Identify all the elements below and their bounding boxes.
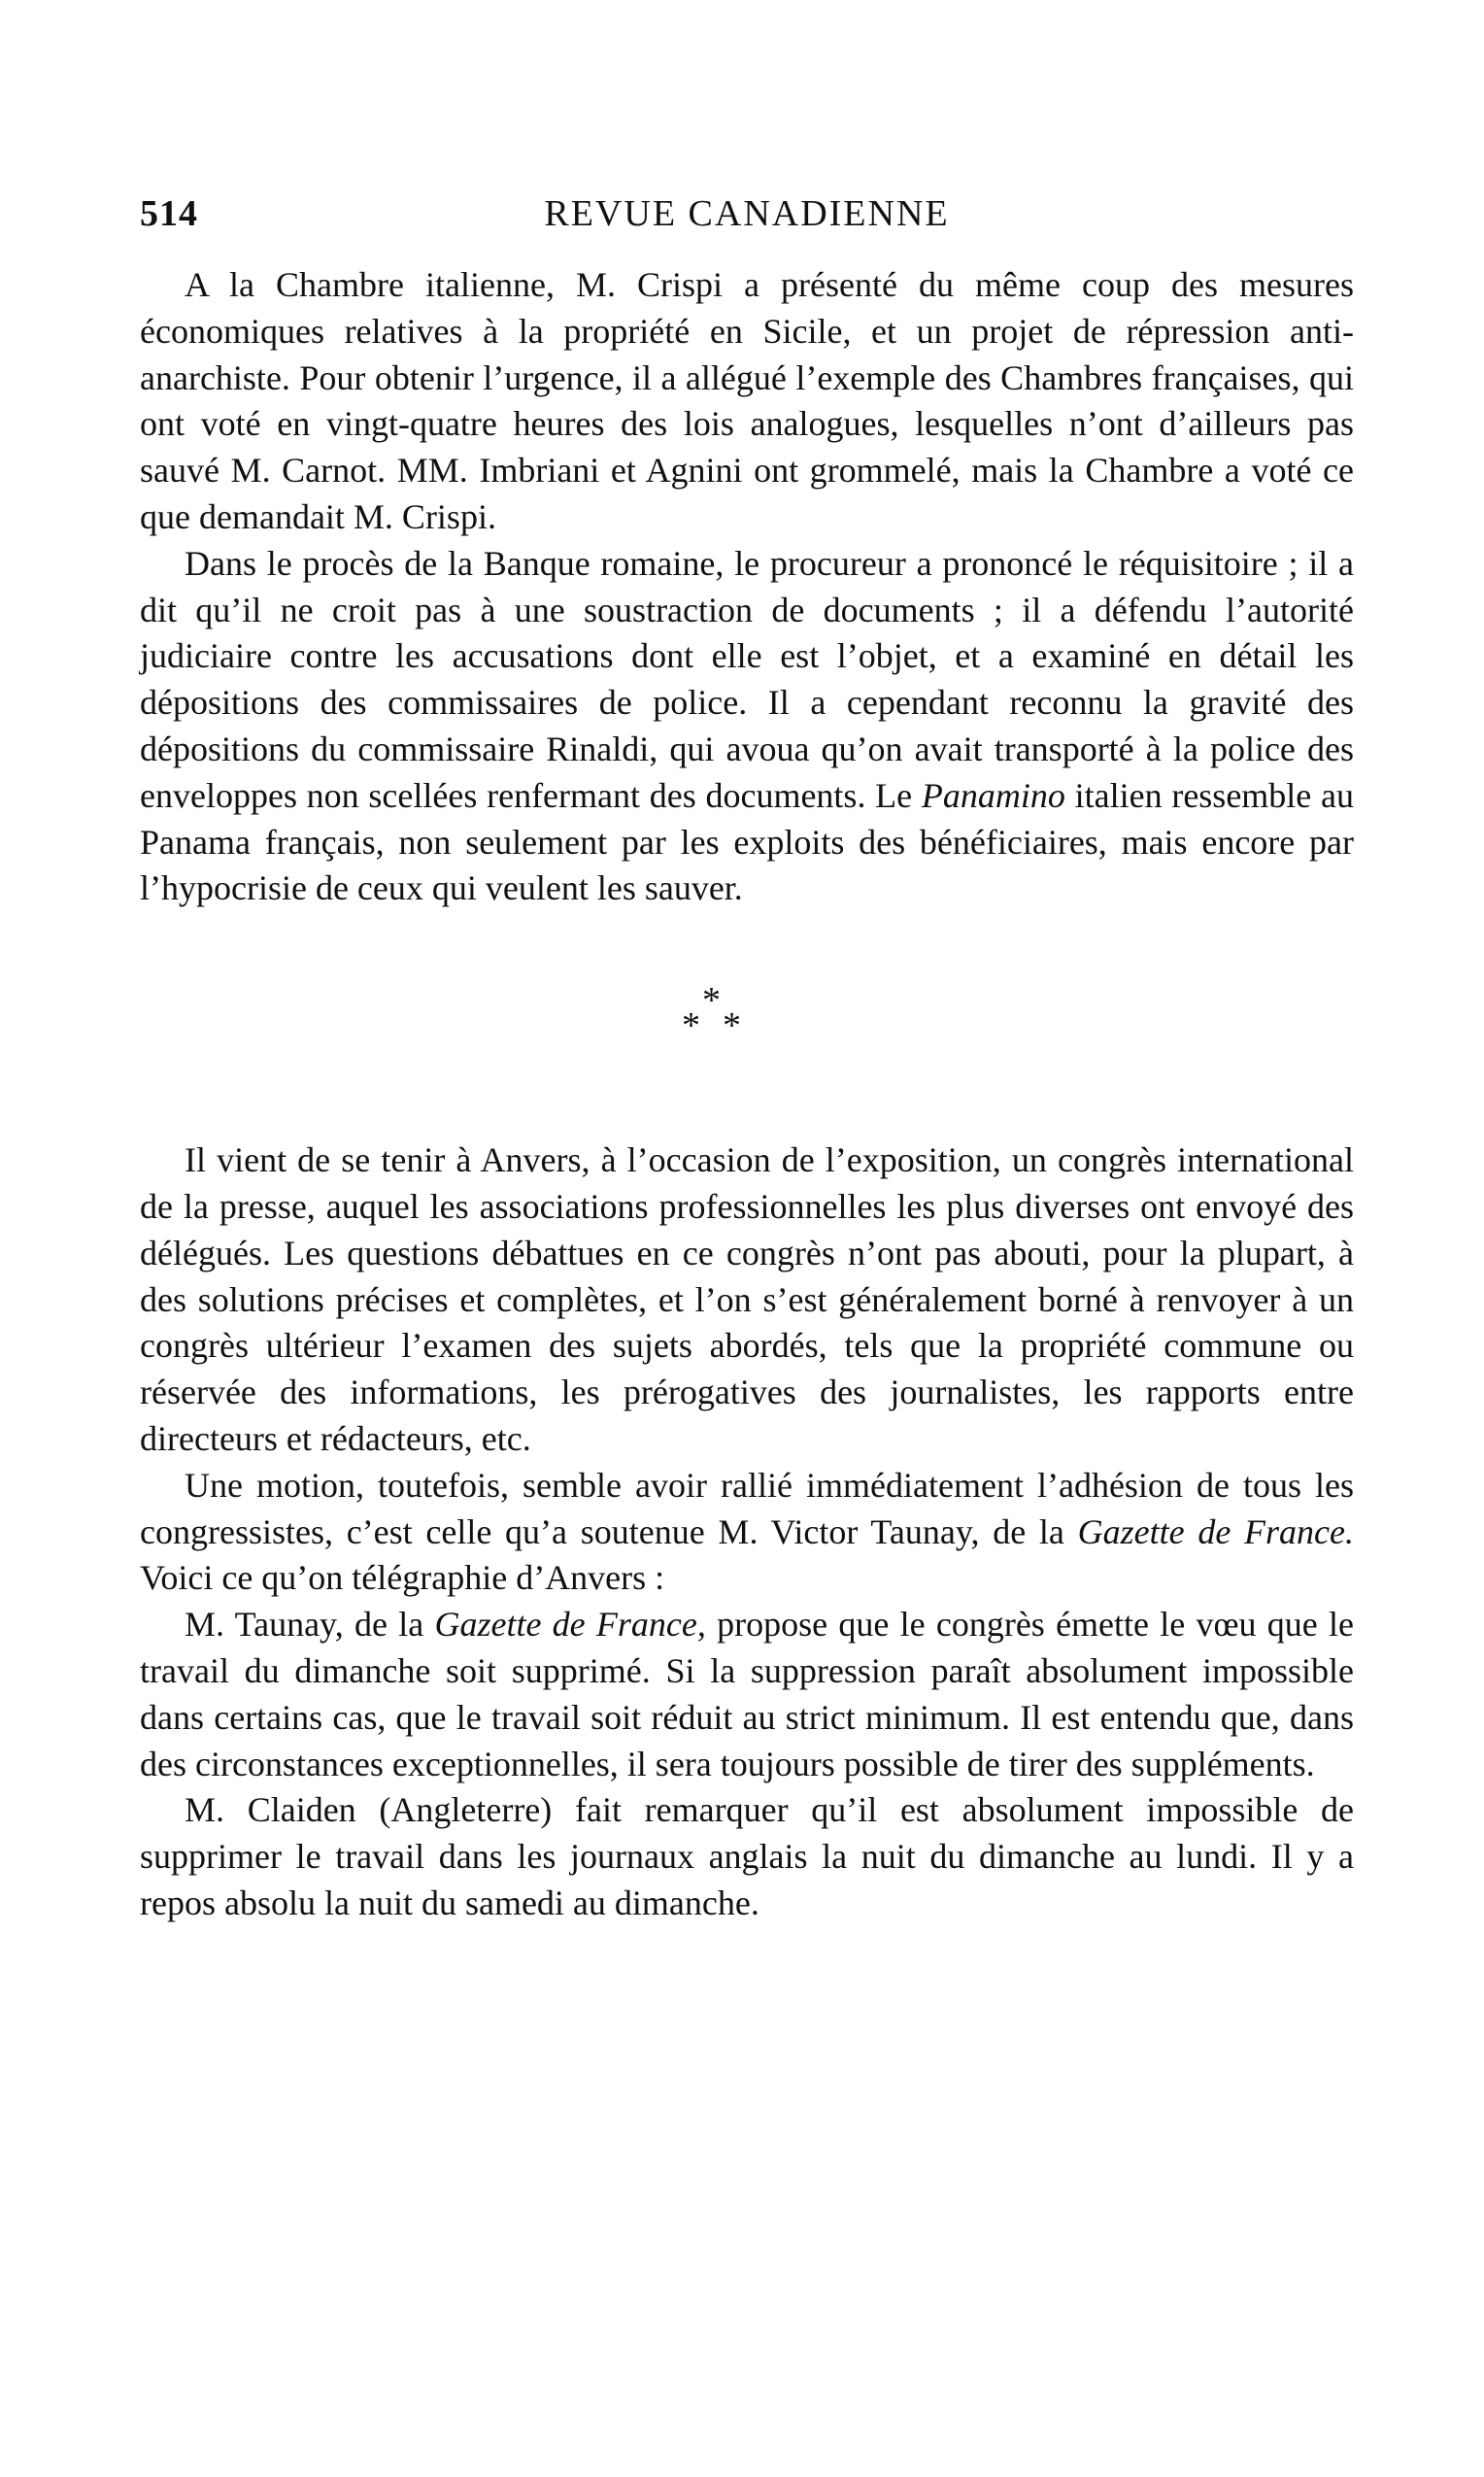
paragraph-claiden [140,1787,1354,1926]
paragraph-congres-anvers [140,1137,1354,1463]
journal-title: REVUE CANADIENNE [544,193,950,234]
asterism-star-top: * [702,980,721,1022]
running-header [140,185,1354,243]
paragraph-banque-romaine-text-2: italien ressemble au Panama français, non seulement par les exploits des bénéficiaires, mais encore par l’hypocrisie de ceux qui veulent les sauver. [140,775,1354,908]
paragraph-crispi [140,262,1354,541]
paragraph-motion-taunay [140,1463,1354,1602]
paragraph-proposition-taunay-text-1: M. Taunay, de la [185,1605,435,1645]
paragraph-banque-romaine-text-1: Dans le procès de la Banque romaine, le procureur a prononcé le réquisitoire ; il a dit qu’il ne croit pas à une soustraction de documents ; il a défendu l’autorité judiciaire contre les accusations dont elle est l’objet, et a examiné en détail les dépositions des commissaires de police. Il a cependant reconnu la gravité des dépositions du commissaire Rinaldi, qui avoua qu’on avait transporté à la police des enveloppes non scellées renfermant des documents. Le [140,543,1354,815]
gazette-de-france-italic-2: Gazette de France, [434,1605,706,1645]
article-body [140,262,1354,1927]
paragraph-motion-taunay-text-2: Voici ce qu’on télégraphie d’Anvers : [140,1558,665,1598]
asterism-star-left: * [682,1005,700,1047]
section-separator-asterism [140,982,1354,1089]
asterism-star-right: * [723,1005,741,1047]
paragraph-claiden-text: M. Claiden (Angleterre) fait remarquer qu’il est absolument impossible de supprimer le travail dans les journaux anglais la nuit du dimanche au lundi. Il y a repos absolu la nuit du samedi au dimanche. [140,1790,1354,1922]
document-page [140,185,1354,1927]
paragraph-banque-romaine [140,541,1354,912]
paragraph-crispi-text: A la Chambre italienne, M. Crispi a présenté du même coup des mesures économiques relatives à la propriété en Sicile, et un projet de répression anti-anarchiste. Pour obtenir l’urgence, il a allégué l’exemple des Chambres françaises, qui ont voté en vingt-quatre heures des lois analogues, lesquelles n’ont d’ailleurs pas sauvé M. Carnot. MM. Imbriani et Agnini ont grommelé, mais la Chambre a voté ce que demandait M. Crispi. [140,265,1354,536]
panamino-italic: Panamino [921,775,1065,815]
gazette-de-france-italic-1: Gazette de France. [1077,1511,1354,1551]
paragraph-motion-taunay-text-1: Une motion, toutefois, semble avoir rallié immédiatement l’adhésion de tous les congressistes, c’est celle qu’a soutenue M. Victor Taunay, de la [140,1465,1354,1551]
paragraph-congres-anvers-text: Il vient de se tenir à Anvers, à l’occasion de l’exposition, un congrès international de la presse, auquel les associations professionnelles les plus diverses ont envoyé des délégués. Les questions débattues en ce congrès n’ont pas abouti, pour la plupart, à des solutions précises et complètes, et l’on s’est généralement borné à renvoyer à un congrès ultérieur l’examen des sujets abordés, tels que la propriété commune ou réservée des informations, les prérogatives des journalistes, les rapports entre directeurs et rédacteurs, etc. [140,1140,1354,1458]
paragraph-proposition-taunay [140,1602,1354,1787]
page-number: 514 [140,193,198,234]
paragraph-proposition-taunay-text-2: propose que le congrès émette le vœu que le travail du dimanche soit supprimé. Si la suppression paraît absolument impossible dans certains cas, que le travail soit réduit au strict minimum. Il est entendu que, dans des circonstances exceptionnelles, il sera toujours possible de tirer des suppléments. [140,1605,1354,1783]
